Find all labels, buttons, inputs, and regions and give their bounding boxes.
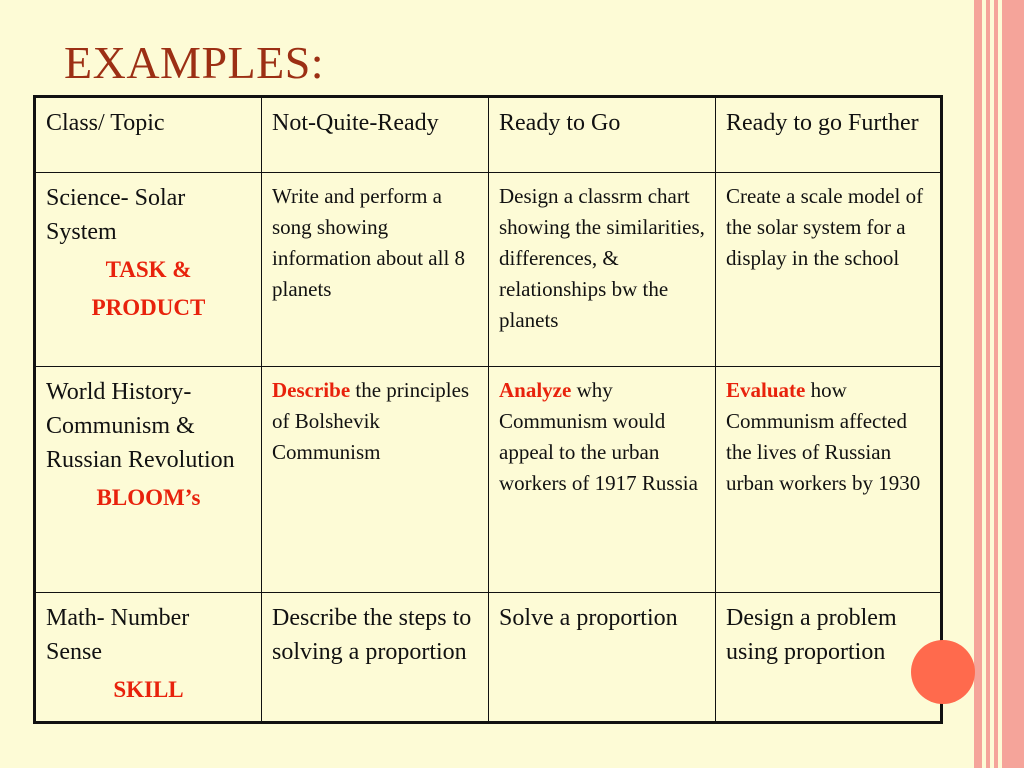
row-topic-cell [35,367,262,593]
table-cell: Create a scale model of the solar system for a display in the school [716,173,942,367]
header-ready-to-go: Ready to Go [489,97,716,173]
table-cell: Write and perform a song showing information about all 8 planets [262,173,489,367]
bloom-verb: Evaluate [726,378,806,402]
table-row-world-history [35,367,942,593]
row-tag: PRODUCT [91,295,206,320]
row-tag: BLOOM’s [96,485,201,510]
slide-title: EXAMPLES: [64,37,325,88]
bloom-verb: Describe [272,378,351,402]
table-row-science [35,173,942,367]
table-cell: Solve a proportion [489,593,716,723]
header-not-quite-ready: Not-Quite-Ready [262,97,489,173]
decorative-circle [911,640,975,704]
row-tag: TASK & [105,257,192,282]
topic-label: World History- Communism & Russian Revolution [46,379,235,473]
table-cell [262,367,489,593]
table-cell: Describe the steps to solving a proportion [262,593,489,723]
table-cell: Design a classrm chart showing the similarities, differences, & relationships bw the planets [489,173,716,367]
differentiation-table [33,95,943,724]
decorative-side-stripes [974,0,1024,768]
row-tag: SKILL [113,677,184,702]
table-row-math [35,593,942,723]
topic-label: Math- Number Sense [46,605,190,665]
table-cell [716,367,942,593]
cell-text: how Communism affected the lives of Russian urban workers by 1930 [726,378,921,495]
cell-text: the principles of Bolshevik Communism [272,378,470,464]
row-topic-cell [35,173,262,367]
header-class-topic: Class/ Topic [35,97,262,173]
header-ready-to-go-further: Ready to go Further [716,97,942,173]
bloom-verb: Analyze [499,378,572,402]
row-topic-cell [35,593,262,723]
cell-text: why Communism would appeal to the urban workers of 1917 Russia [499,378,698,495]
table-cell [489,367,716,593]
table-header-row [35,97,942,173]
topic-label: Science- Solar System [46,185,186,245]
table-cell: Design a problem using proportion [716,593,942,723]
